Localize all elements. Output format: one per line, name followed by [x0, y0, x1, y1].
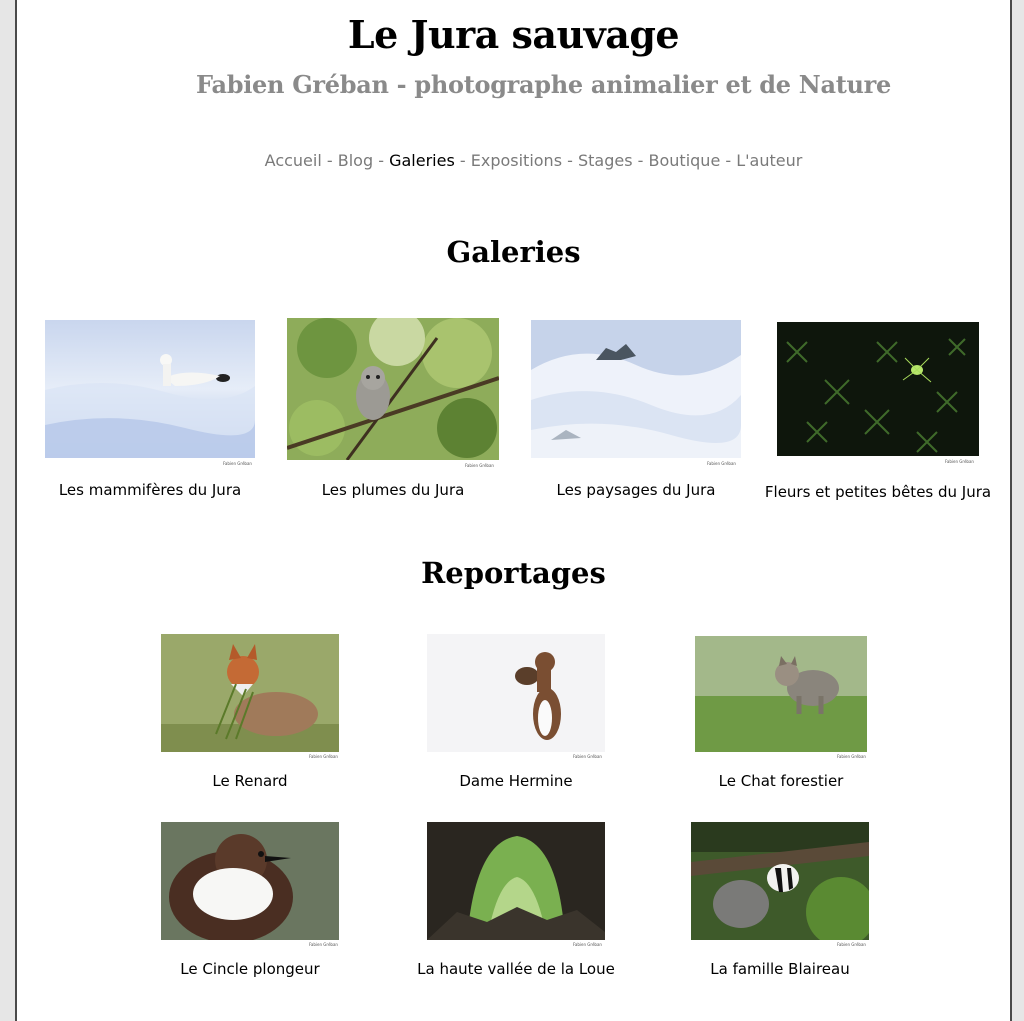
photo-credit: Fabien Gréban: [223, 461, 252, 466]
nav-boutique[interactable]: Boutique: [648, 151, 721, 170]
photo-credit: Fabien Gréban: [837, 942, 866, 947]
photo-credit: Fabien Gréban: [573, 754, 602, 759]
photo-spider-on-moss[interactable]: [777, 322, 979, 456]
photo-credit: Fabien Gréban: [945, 459, 974, 464]
reportages-title: Reportages: [421, 556, 606, 590]
nav-separator: -: [637, 151, 649, 170]
nav-auteur[interactable]: L'auteur: [736, 151, 803, 170]
report-caption[interactable]: Le Cincle plongeur: [180, 960, 320, 978]
photo-credit: Fabien Gréban: [837, 754, 866, 759]
photo-credit: Fabien Gréban: [573, 942, 602, 947]
photo-ermine-in-snow[interactable]: [45, 320, 255, 458]
nav-stages[interactable]: Stages: [577, 151, 633, 170]
gallery-caption[interactable]: Fleurs et petites bêtes du Jura: [764, 483, 992, 501]
report-caption[interactable]: Dame Hermine: [459, 772, 573, 790]
site-subtitle: Fabien Gréban - photographe animalier et de Nature: [196, 70, 891, 99]
gallery-card-mammiferes[interactable]: [45, 318, 255, 508]
photo-fox-with-grass[interactable]: [161, 634, 339, 752]
nav-separator: -: [567, 151, 578, 170]
nav-accueil[interactable]: Accueil: [264, 151, 322, 170]
photo-owl-in-tree[interactable]: [287, 318, 499, 460]
report-card-renard[interactable]: [161, 634, 339, 794]
site-title: Le Jura sauvage: [347, 12, 680, 57]
nav-blog[interactable]: Blog: [337, 151, 374, 170]
gallery-card-paysages[interactable]: [531, 318, 741, 508]
gallery-card-fleurs[interactable]: [764, 320, 992, 510]
nav-expositions[interactable]: Expositions: [470, 151, 563, 170]
photo-cave-arch[interactable]: [427, 822, 605, 940]
photo-credit: Fabien Gréban: [707, 461, 736, 466]
photo-credit: Fabien Gréban: [309, 754, 338, 759]
report-caption[interactable]: La famille Blaireau: [710, 960, 850, 978]
report-card-cincle[interactable]: [161, 822, 339, 982]
nav-separator: -: [326, 151, 338, 170]
nav-separator: -: [378, 151, 390, 170]
page: [15, 0, 1012, 1021]
photo-badger-in-forest[interactable]: [691, 822, 869, 940]
report-caption[interactable]: La haute vallée de la Loue: [417, 960, 615, 978]
report-card-loue[interactable]: [417, 822, 615, 982]
nav-separator: -: [725, 151, 737, 170]
galeries-title: Galeries: [446, 235, 581, 269]
photo-credit: Fabien Gréban: [465, 463, 494, 468]
photo-wildcat-in-grass[interactable]: [695, 636, 867, 752]
gallery-caption[interactable]: Les mammifères du Jura: [58, 481, 242, 499]
photo-credit: Fabien Gréban: [309, 942, 338, 947]
main-nav: [57, 151, 1010, 170]
photo-ermine-with-prey[interactable]: [427, 634, 605, 752]
photo-fog-landscape[interactable]: [531, 320, 741, 458]
report-card-hermine[interactable]: [427, 634, 605, 794]
photo-dipper-bird[interactable]: [161, 822, 339, 940]
gallery-caption[interactable]: Les plumes du Jura: [321, 481, 465, 499]
report-caption[interactable]: Le Renard: [212, 772, 288, 790]
report-caption[interactable]: Le Chat forestier: [718, 772, 844, 790]
gallery-card-plumes[interactable]: [287, 318, 499, 508]
report-card-chat[interactable]: [695, 636, 867, 794]
report-card-blaireau[interactable]: [691, 822, 869, 982]
nav-separator: -: [459, 151, 471, 170]
nav-galeries[interactable]: Galeries: [389, 151, 455, 170]
gallery-caption[interactable]: Les paysages du Jura: [556, 481, 716, 499]
